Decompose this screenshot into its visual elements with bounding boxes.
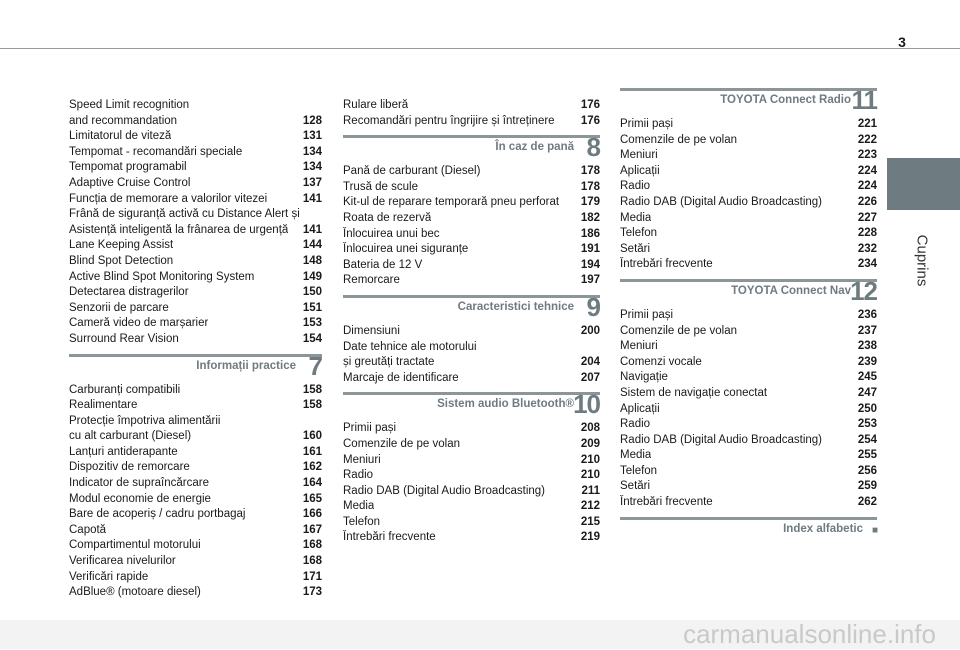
section-title: TOYOTA Connect Radio xyxy=(720,94,851,106)
toc-entry-label: Detectarea distragerilor xyxy=(69,286,189,299)
section-header[interactable] xyxy=(620,275,877,308)
toc-entry-label: Telefon xyxy=(343,515,381,528)
toc-entry[interactable] xyxy=(343,437,600,453)
toc-entry-label: Carburanți compatibili xyxy=(69,383,181,396)
toc-entry-page: 158 xyxy=(302,383,322,396)
toc-entry-page: 228 xyxy=(857,227,877,240)
toc-entry-label: Trusă de scule xyxy=(343,180,418,193)
toc-entry-label: Active Blind Spot Monitoring System xyxy=(69,270,255,283)
toc-entry[interactable] xyxy=(69,98,322,114)
header-rule xyxy=(0,48,960,49)
toc-entry[interactable] xyxy=(620,211,877,227)
toc-entry-page: 173 xyxy=(302,586,322,599)
toc-entry[interactable] xyxy=(343,499,600,515)
toc-entry-label: Bare de acoperiș / cadru portbagaj xyxy=(69,508,246,521)
toc-entry[interactable] xyxy=(620,257,877,273)
toc-entry[interactable] xyxy=(69,316,322,332)
toc-entry-label: Întrebări frecvente xyxy=(620,496,713,509)
toc-entry-page: 197 xyxy=(580,274,600,287)
section-header[interactable] xyxy=(343,389,600,421)
toc-entry-page: 144 xyxy=(302,239,322,252)
toc-entry-label: Protecție împotriva alimentării xyxy=(69,414,221,427)
toc-entry[interactable] xyxy=(620,495,877,511)
toc-entry-label: Bateria de 12 V xyxy=(343,258,423,271)
toc-entry-label: Primii pași xyxy=(620,118,674,130)
toc-entry[interactable] xyxy=(343,355,600,371)
toc-entry-label: Cameră video de marșarier xyxy=(69,317,209,330)
toc-entry-label: Setări xyxy=(620,242,651,255)
toc-entry-page: 204 xyxy=(580,356,600,369)
toc-entry-label: Pană de carburant (Diesel) xyxy=(343,165,481,178)
toc-entry-label: Date tehnice ale motorului xyxy=(343,340,477,353)
toc-entry-label: Frână de siguranță activă cu Distance Alert și xyxy=(69,208,300,221)
toc-entry-page: 168 xyxy=(302,539,322,552)
toc-entry[interactable] xyxy=(69,523,322,539)
toc-entry[interactable] xyxy=(343,180,600,196)
toc-entry-label: Modul economie de energie xyxy=(69,492,211,505)
toc-entry-page: 234 xyxy=(857,258,877,271)
toc-entry[interactable] xyxy=(69,383,322,399)
toc-entry-label: and recommandation xyxy=(69,114,178,127)
toc-entry-label: Comenzile de pe volan xyxy=(620,133,737,146)
toc-entry-label: Sistem de navigație conectat xyxy=(620,386,768,399)
toc-entry-page: 134 xyxy=(302,161,322,174)
toc-entry[interactable] xyxy=(620,448,877,464)
toc-entry-label: Indicator de supraîncărcare xyxy=(69,477,209,490)
toc-entry[interactable] xyxy=(69,460,322,476)
toc-entry-label: Meniuri xyxy=(620,149,658,162)
toc-entry-label: Marcaje de identificare xyxy=(343,371,459,384)
toc-entry[interactable] xyxy=(343,114,600,130)
section-header[interactable] xyxy=(620,517,877,546)
toc-entry[interactable] xyxy=(69,398,322,414)
toc-entry-label: Radio xyxy=(343,469,374,482)
toc-entry-page: 179 xyxy=(580,196,600,209)
toc-entry-page: 164 xyxy=(302,477,322,490)
toc-entry-page: 158 xyxy=(302,399,322,412)
toc-entry-page: 154 xyxy=(302,332,322,345)
toc-entry[interactable] xyxy=(69,492,322,508)
toc-entry[interactable] xyxy=(69,285,322,301)
toc-entry-label: Verificări rapide xyxy=(69,570,149,583)
toc-entry-label: Radio DAB (Digital Audio Broadcasting) xyxy=(343,484,545,497)
toc-entry[interactable] xyxy=(69,176,322,192)
toc-entry[interactable] xyxy=(620,133,877,149)
toc-entry[interactable] xyxy=(69,207,322,223)
toc-entry-page: 176 xyxy=(580,114,600,127)
toc-entry[interactable] xyxy=(343,242,600,258)
toc-entry[interactable] xyxy=(620,386,877,402)
toc-entry-label: Lanțuri antiderapante xyxy=(69,445,178,458)
toc-entry-page: 200 xyxy=(580,324,600,337)
toc-entry-label: Aplicații xyxy=(620,402,660,415)
toc-entry[interactable] xyxy=(620,148,877,164)
toc-entry-page: 250 xyxy=(857,402,877,415)
toc-entry[interactable] xyxy=(343,164,600,180)
toc-entry[interactable] xyxy=(620,179,877,195)
chapter-tab xyxy=(887,158,960,210)
toc-entry-page: 237 xyxy=(857,324,877,337)
toc-entry-label: Înlocuirea unei siguranțe xyxy=(343,243,469,256)
toc-entry-page: 171 xyxy=(302,570,322,583)
toc-entry-label: Comenzile de pe volan xyxy=(620,324,737,337)
toc-entry-label: Radio xyxy=(620,180,651,193)
toc-entry-label: Funcția de memorare a valorilor vitezei xyxy=(69,192,268,205)
toc-entry-page: 162 xyxy=(302,461,322,474)
toc-entry-page: 149 xyxy=(302,270,322,283)
toc-entry-page: 222 xyxy=(857,133,877,146)
toc-entry[interactable] xyxy=(620,370,877,386)
toc-entry-label: Tempomat programabil xyxy=(69,161,187,174)
section-header[interactable] xyxy=(343,132,600,164)
toc-entry[interactable] xyxy=(343,211,600,227)
toc-entry[interactable] xyxy=(343,340,600,356)
toc-entry-page: 186 xyxy=(580,227,600,240)
toc-entry[interactable] xyxy=(343,273,600,289)
toc-entry[interactable] xyxy=(69,429,322,445)
toc-entry-label: Dimensiuni xyxy=(343,324,400,337)
toc-entry[interactable] xyxy=(620,433,877,449)
toc-entry[interactable] xyxy=(69,160,322,176)
toc-entry-label: Primii pași xyxy=(343,422,397,435)
toc-entry-page: 211 xyxy=(581,484,600,497)
toc-entry[interactable] xyxy=(620,479,877,495)
toc-entry-page: 262 xyxy=(857,496,877,509)
toc-entry-label: Rulare liberă xyxy=(343,99,409,111)
toc-entry-label: Meniuri xyxy=(620,340,658,353)
toc-entry-page: 207 xyxy=(580,371,600,384)
toc-entry-label: Comenzile de pe volan xyxy=(343,437,460,450)
section-number: 9 xyxy=(586,291,600,322)
toc-entry[interactable] xyxy=(69,414,322,430)
toc-entry-label: Compartimentul motorului xyxy=(69,539,201,552)
toc-entry-page: 176 xyxy=(580,99,600,111)
toc-entry-page: 210 xyxy=(580,453,600,466)
toc-entry[interactable] xyxy=(69,270,322,286)
section-title: Caracteristici tehnice xyxy=(457,300,574,313)
section-number: 7 xyxy=(308,350,322,381)
toc-entry-label: Întrebări frecvente xyxy=(620,258,713,271)
toc-entry-label: Recomandări pentru îngrijire și întreținere xyxy=(343,114,555,127)
toc-entry-label: Media xyxy=(343,500,375,513)
section-title: Informații practice xyxy=(196,359,296,372)
toc-entry-page: 178 xyxy=(580,180,600,193)
toc-entry[interactable] xyxy=(69,192,322,208)
toc-entry-page: 134 xyxy=(302,145,322,158)
toc-entry[interactable] xyxy=(343,530,600,546)
toc-entry-page: 178 xyxy=(580,165,600,178)
toc-entry[interactable] xyxy=(69,301,322,317)
toc-entry[interactable] xyxy=(620,242,877,258)
toc-entry-page: 227 xyxy=(857,211,877,224)
toc-entry-label: Remorcare xyxy=(343,274,400,287)
toc-entry[interactable] xyxy=(69,223,322,239)
toc-entry-label: Capotă xyxy=(69,523,107,536)
toc-entry-label: Radio DAB (Digital Audio Broadcasting) xyxy=(620,195,822,208)
toc-entry-page: 160 xyxy=(302,430,322,443)
section-title: Sistem audio Bluetooth® xyxy=(437,398,574,411)
watermark: carmanualsonline.info xyxy=(683,619,936,649)
section-number: 8 xyxy=(586,132,600,163)
toc-entry-page: 151 xyxy=(302,301,322,314)
toc-entry-page: 259 xyxy=(857,480,877,493)
toc-entry-label: Asistență inteligentă la frânarea de urgență xyxy=(69,223,289,236)
toc-entry-page: 226 xyxy=(857,195,877,208)
toc-entry-page: 253 xyxy=(857,418,877,431)
toc-entry[interactable] xyxy=(69,129,322,145)
toc-entry[interactable] xyxy=(343,324,600,340)
toc-entry[interactable] xyxy=(343,421,600,437)
toc-entry-label: Verificarea nivelurilor xyxy=(69,555,176,568)
toc-entry-page: 210 xyxy=(580,469,600,482)
toc-entry-page: 191 xyxy=(580,243,600,256)
section-header[interactable] xyxy=(69,350,322,383)
toc-entry[interactable] xyxy=(69,476,322,492)
toc-column-1 xyxy=(69,98,322,601)
toc-entry-page: 167 xyxy=(302,523,322,536)
toc-entry[interactable] xyxy=(343,453,600,469)
page-number: 3 xyxy=(898,34,906,50)
toc-entry-label: Dispozitiv de remorcare xyxy=(69,461,190,474)
toc-entry[interactable] xyxy=(69,507,322,523)
toc-entry-page: 224 xyxy=(857,164,877,177)
toc-entry-page: 221 xyxy=(857,118,877,130)
toc-entry-label: Adaptive Cruise Control xyxy=(69,176,191,189)
toc-entry-page: 166 xyxy=(302,508,322,521)
toc-entry[interactable] xyxy=(69,445,322,461)
toc-entry-page: 254 xyxy=(857,433,877,446)
toc-entry-label: Blind Spot Detection xyxy=(69,254,174,267)
toc-entry[interactable] xyxy=(69,254,322,270)
toc-entry[interactable] xyxy=(620,355,877,371)
toc-entry-page: 224 xyxy=(857,180,877,193)
toc-entry-label: Kit-ul de reparare temporară pneu perforat xyxy=(343,196,560,209)
toc-entry-label: Aplicații xyxy=(620,164,660,177)
toc-entry-label: și greutăți tractate xyxy=(343,356,435,369)
toc-entry[interactable] xyxy=(620,226,877,242)
toc-entry-page: 182 xyxy=(580,211,600,224)
toc-entry[interactable] xyxy=(69,238,322,254)
section-title: În caz de pană xyxy=(495,141,574,154)
toc-entry-label: Media xyxy=(620,211,652,224)
toc-entry-label: Radio xyxy=(620,418,651,431)
toc-column-3 xyxy=(620,85,877,546)
toc-entry-page: 219 xyxy=(580,531,600,544)
toc-entry-page: 238 xyxy=(857,340,877,353)
toc-entry[interactable] xyxy=(343,484,600,500)
toc-entry-label: Telefon xyxy=(620,227,658,240)
section-number: 12 xyxy=(850,275,877,306)
toc-entry[interactable] xyxy=(620,117,877,133)
toc-entry-page: 168 xyxy=(302,555,322,568)
toc-entry-label: Întrebări frecvente xyxy=(343,531,436,544)
section-header[interactable] xyxy=(620,85,877,117)
toc-entry[interactable] xyxy=(620,308,877,324)
section-title: Index alfabetic xyxy=(783,522,863,535)
toc-entry[interactable] xyxy=(343,227,600,243)
toc-entry-page: 232 xyxy=(857,242,877,255)
toc-entry[interactable] xyxy=(343,195,600,211)
toc-entry-page: 165 xyxy=(302,492,322,505)
toc-entry-page: 131 xyxy=(302,130,322,143)
section-header[interactable] xyxy=(343,291,600,324)
section-title: TOYOTA Connect Nav xyxy=(731,284,851,297)
toc-entry-label: Tempomat - recomandări speciale xyxy=(69,145,243,158)
toc-entry-label: Telefon xyxy=(620,464,658,477)
toc-entry-page: 153 xyxy=(302,317,322,330)
toc-entry-label: Lane Keeping Assist xyxy=(69,239,174,252)
toc-entry[interactable] xyxy=(620,464,877,480)
toc-entry-label: Meniuri xyxy=(343,453,381,466)
toc-entry[interactable] xyxy=(69,332,322,348)
toc-entry[interactable] xyxy=(343,468,600,484)
toc-column-2 xyxy=(343,98,600,546)
toc-entry-page: 141 xyxy=(302,223,322,236)
toc-entry[interactable] xyxy=(620,195,877,211)
toc-entry-label: Senzorii de parcare xyxy=(69,301,169,314)
toc-entry-page: 245 xyxy=(857,371,877,384)
toc-entry-page: 247 xyxy=(857,386,877,399)
toc-entry-page: 239 xyxy=(857,355,877,368)
toc-entry-label: Comenzi vocale xyxy=(620,355,702,368)
toc-entry-label: Primii pași xyxy=(620,308,674,321)
toc-entry-label: cu alt carburant (Diesel) xyxy=(69,430,192,443)
toc-entry-page: 148 xyxy=(302,254,322,267)
toc-entry-label: Surround Rear Vision xyxy=(69,332,179,345)
toc-entry-label: Înlocuirea unui bec xyxy=(343,227,440,240)
toc-entry-page: 256 xyxy=(857,464,877,477)
toc-entry-page: 141 xyxy=(302,192,322,205)
chapter-tab-label: Cuprins xyxy=(913,234,931,287)
toc-entry[interactable] xyxy=(69,114,322,130)
toc-entry[interactable] xyxy=(343,371,600,387)
toc-entry-page: 236 xyxy=(857,308,877,321)
toc-entry[interactable] xyxy=(620,339,877,355)
toc-entry-label: Setări xyxy=(620,480,651,493)
toc-entry-page: 161 xyxy=(302,445,322,458)
toc-entry[interactable] xyxy=(620,402,877,418)
toc-entry-page: 150 xyxy=(302,286,322,299)
toc-entry-page: 209 xyxy=(580,437,600,450)
toc-entry[interactable] xyxy=(69,538,322,554)
toc-entry-page: 212 xyxy=(580,500,600,513)
toc-entry-label: Navigație xyxy=(620,371,668,384)
section-number: 11 xyxy=(851,85,877,115)
toc-entry[interactable] xyxy=(343,515,600,531)
toc-entry-label: Media xyxy=(620,449,652,462)
toc-entry[interactable] xyxy=(343,258,600,274)
toc-entry[interactable] xyxy=(69,570,322,586)
toc-entry-label: AdBlue® (motoare diesel) xyxy=(69,586,201,599)
toc-entry-page: 255 xyxy=(857,449,877,462)
toc-entry[interactable] xyxy=(620,417,877,433)
toc-entry[interactable] xyxy=(620,164,877,180)
toc-entry-page: 223 xyxy=(857,149,877,162)
toc-entry[interactable] xyxy=(620,324,877,340)
toc-entry-label: Roata de rezervă xyxy=(343,211,432,224)
toc-entry-page: 137 xyxy=(302,176,322,189)
toc-entry[interactable] xyxy=(69,145,322,161)
toc-entry-page: 215 xyxy=(580,515,600,528)
section-number: 10 xyxy=(573,389,600,420)
toc-entry[interactable] xyxy=(343,98,600,114)
toc-entry-label: Speed Limit recognition xyxy=(69,99,190,111)
toc-entry[interactable] xyxy=(69,585,322,601)
toc-entry-label: Radio DAB (Digital Audio Broadcasting) xyxy=(620,433,822,446)
toc-entry[interactable] xyxy=(69,554,322,570)
toc-entry-label: Realimentare xyxy=(69,399,138,412)
section-number: ■ xyxy=(871,524,877,536)
toc-entry-label: Limitatorul de viteză xyxy=(69,130,172,143)
toc-entry-page: 194 xyxy=(580,258,600,271)
toc-entry-page: 128 xyxy=(302,114,322,127)
toc-entry-page: 208 xyxy=(580,422,600,435)
